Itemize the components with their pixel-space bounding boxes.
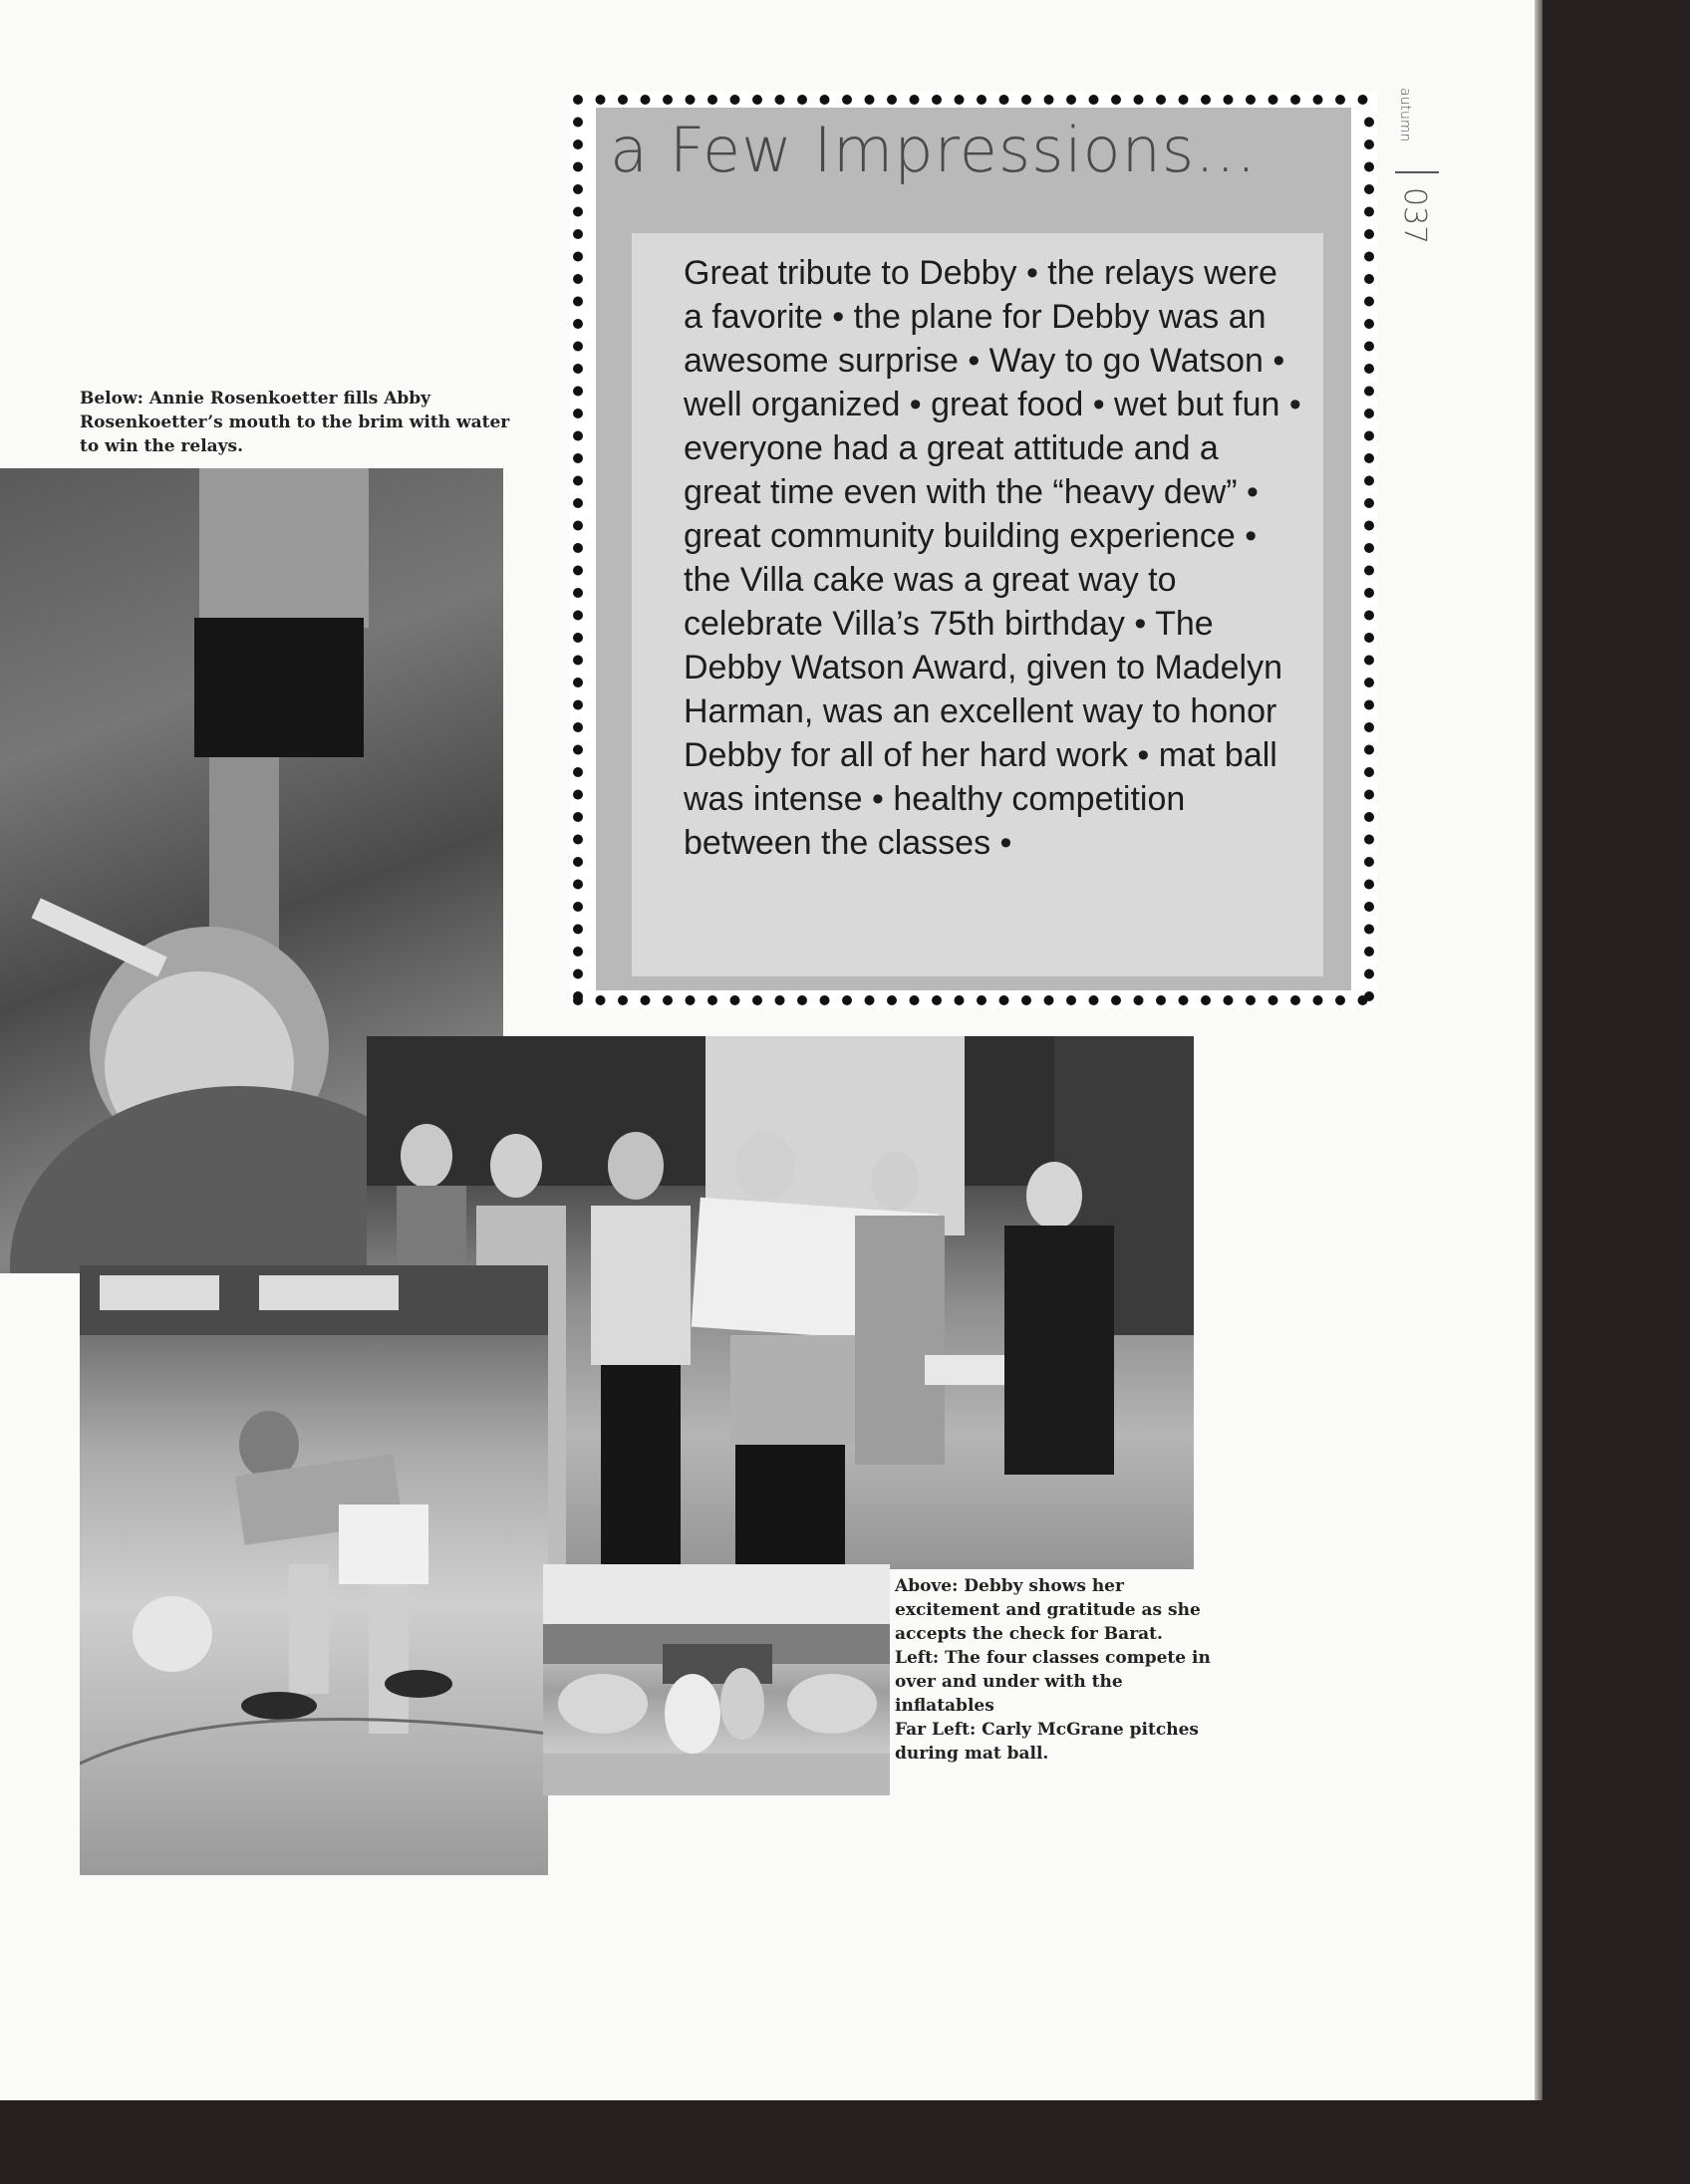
- border-dot: [1364, 969, 1374, 979]
- border-dot: [573, 498, 583, 508]
- photo-inflatables-art: [543, 1564, 890, 1795]
- border-dot: [1364, 745, 1374, 755]
- border-dot: [573, 184, 583, 194]
- border-dot: [775, 95, 785, 105]
- border-dot: [797, 995, 807, 1005]
- border-dot: [573, 767, 583, 777]
- border-dot: [1364, 498, 1374, 508]
- border-dot: [1364, 835, 1374, 845]
- border-dot: [1156, 95, 1166, 105]
- border-dot: [955, 95, 965, 105]
- border-dot: [1364, 566, 1374, 576]
- border-dot: [1364, 656, 1374, 666]
- bottom-binding: [0, 2100, 1690, 2184]
- border-dot: [887, 995, 897, 1005]
- border-dot: [1224, 95, 1234, 105]
- border-dot: [573, 387, 583, 397]
- border-dot: [730, 995, 740, 1005]
- border-dot: [573, 453, 583, 463]
- border-dot: [1224, 995, 1234, 1005]
- border-dot: [752, 95, 762, 105]
- border-dot: [1156, 995, 1166, 1005]
- border-dot: [663, 995, 673, 1005]
- border-dot: [1364, 476, 1374, 486]
- border-dot: [573, 700, 583, 710]
- border-dot: [1364, 252, 1374, 262]
- border-dot: [910, 995, 920, 1005]
- border-dot: [1364, 139, 1374, 149]
- border-dot: [618, 95, 628, 105]
- page-section: autumn: [1397, 88, 1413, 142]
- border-dot: [1111, 95, 1121, 105]
- photo-matball: [80, 1265, 548, 1875]
- border-dot: [1089, 95, 1099, 105]
- border-dot: [1364, 297, 1374, 307]
- border-dot: [1089, 995, 1099, 1005]
- border-dot: [1364, 364, 1374, 374]
- border-dot: [573, 521, 583, 531]
- border-dot: [1179, 95, 1189, 105]
- border-dot: [1364, 229, 1374, 239]
- border-dot: [641, 95, 651, 105]
- border-dot: [1364, 319, 1374, 329]
- border-dot: [1290, 95, 1300, 105]
- border-dot: [707, 995, 717, 1005]
- border-dot: [1364, 611, 1374, 621]
- border-dot: [1364, 409, 1374, 418]
- page-label-divider: [1395, 171, 1439, 173]
- border-dot: [1290, 995, 1300, 1005]
- border-dot: [1364, 543, 1374, 553]
- border-dot: [1364, 162, 1374, 172]
- caption-group: [895, 1574, 1224, 1766]
- border-dot: [1364, 947, 1374, 956]
- border-dot: [1364, 722, 1374, 732]
- border-dot: [820, 995, 830, 1005]
- border-dot: [1134, 995, 1144, 1005]
- border-dot: [752, 995, 762, 1005]
- border-dot: [1364, 678, 1374, 687]
- border-dot: [932, 95, 942, 105]
- border-dot: [1364, 184, 1374, 194]
- border-dot: [887, 95, 897, 105]
- border-dot: [1364, 453, 1374, 463]
- border-dot: [573, 566, 583, 576]
- border-dot: [573, 722, 583, 732]
- border-dot: [730, 95, 740, 105]
- border-dot: [707, 95, 717, 105]
- caption-far-left: Far Left: Carly McGrane pitches during mat ball.: [895, 1720, 1199, 1764]
- border-dot: [977, 95, 986, 105]
- border-dot: [842, 95, 852, 105]
- border-dot: [1364, 902, 1374, 912]
- border-dot: [573, 476, 583, 486]
- border-dot: [1044, 995, 1054, 1005]
- border-dot: [573, 611, 583, 621]
- page-number: 037: [1397, 187, 1432, 245]
- border-dot: [1335, 95, 1345, 105]
- border-dot: [1201, 995, 1211, 1005]
- border-dot: [641, 995, 651, 1005]
- border-dot: [573, 207, 583, 217]
- border-dot: [842, 995, 852, 1005]
- border-dot: [573, 969, 583, 979]
- border-dot: [910, 95, 920, 105]
- border-dot: [573, 297, 583, 307]
- border-dot: [663, 95, 673, 105]
- border-dot: [573, 633, 583, 643]
- border-dot: [573, 409, 583, 418]
- border-dot: [1364, 118, 1374, 128]
- border-dot: [775, 995, 785, 1005]
- border-dot: [573, 902, 583, 912]
- border-dot: [573, 588, 583, 598]
- border-dot: [1364, 790, 1374, 800]
- impressions-title: a Few Impressions...: [610, 114, 1258, 186]
- border-dot: [1021, 995, 1031, 1005]
- border-dot: [1364, 767, 1374, 777]
- border-dot: [955, 995, 965, 1005]
- border-dot: [1179, 995, 1189, 1005]
- border-dot: [573, 790, 583, 800]
- border-dot: [797, 95, 807, 105]
- border-dot: [686, 95, 696, 105]
- border-dot: [573, 162, 583, 172]
- border-dot: [1364, 342, 1374, 352]
- border-dot: [1364, 633, 1374, 643]
- border-dot: [573, 431, 583, 441]
- border-dot: [1364, 700, 1374, 710]
- border-dot: [1021, 95, 1031, 105]
- photo-inflatables: [543, 1564, 890, 1795]
- border-dot: [596, 995, 606, 1005]
- border-dot: [596, 95, 606, 105]
- border-dot: [820, 95, 830, 105]
- border-dot: [1364, 812, 1374, 822]
- border-dot: [865, 95, 875, 105]
- border-dot: [1364, 521, 1374, 531]
- border-dot: [1335, 995, 1345, 1005]
- impressions-box: [570, 92, 1377, 1008]
- photo-matball-art: [80, 1265, 548, 1875]
- border-dot: [1268, 995, 1278, 1005]
- impressions-text: Great tribute to Debby • the relays were a favorite • the plane for Debby was an awesome surprise • Way to go Watson • well organized • great food • wet but fun • everyone had a great attitude and a great time even with the “heavy dew” • great community building experience • the Villa cake was a great way to celebrate Villa’s 75th birthday • The Debby Watson Award, given to Madelyn Harman, was an excellent way to honor Debby for all of her hard work • mat ball was intense • healthy competition between the classes •: [684, 254, 1301, 862]
- page-label: [1395, 88, 1439, 267]
- border-dot: [573, 342, 583, 352]
- border-dot: [1044, 95, 1054, 105]
- border-dot: [1364, 991, 1374, 1001]
- border-dot: [573, 274, 583, 284]
- border-dot: [573, 543, 583, 553]
- border-dot: [573, 252, 583, 262]
- border-dot: [573, 880, 583, 890]
- border-dot: [573, 95, 583, 105]
- border-dot: [1246, 995, 1256, 1005]
- border-dot: [1066, 995, 1076, 1005]
- border-dot: [999, 995, 1009, 1005]
- book-binding: [1543, 0, 1690, 2184]
- border-dot: [573, 835, 583, 845]
- border-dot: [686, 995, 696, 1005]
- border-dot: [573, 947, 583, 956]
- border-dot: [573, 118, 583, 128]
- border-dot: [1364, 925, 1374, 935]
- border-dot: [573, 745, 583, 755]
- border-dot: [1364, 431, 1374, 441]
- border-dot: [1066, 95, 1076, 105]
- border-dot: [1313, 95, 1323, 105]
- border-dot: [573, 857, 583, 867]
- border-dot: [1134, 95, 1144, 105]
- border-dot: [1364, 880, 1374, 890]
- border-dot: [1358, 95, 1368, 105]
- border-dot: [1364, 387, 1374, 397]
- caption-above: Above: Debby shows her excitement and gratitude as she accepts the check for Barat.: [895, 1576, 1201, 1644]
- border-dot: [865, 995, 875, 1005]
- border-dot: [618, 995, 628, 1005]
- border-dot: [1201, 95, 1211, 105]
- border-dot: [573, 319, 583, 329]
- border-dot: [1268, 95, 1278, 105]
- border-dot: [1246, 95, 1256, 105]
- border-dot: [573, 139, 583, 149]
- border-dot: [1364, 857, 1374, 867]
- border-dot: [977, 995, 986, 1005]
- caption-relay: Below: Annie Rosenkoetter fills Abby Rosenkoetter’s mouth to the brim with water to win the relays.: [80, 389, 510, 456]
- border-dot: [1364, 588, 1374, 598]
- border-dot: [573, 925, 583, 935]
- border-dot: [573, 812, 583, 822]
- border-dot: [573, 364, 583, 374]
- border-dot: [999, 95, 1009, 105]
- border-dot: [1313, 995, 1323, 1005]
- border-dot: [573, 656, 583, 666]
- border-dot: [573, 678, 583, 687]
- border-dot: [1364, 207, 1374, 217]
- border-dot: [932, 995, 942, 1005]
- border-dot: [1111, 995, 1121, 1005]
- border-dot: [1364, 274, 1374, 284]
- border-dot: [573, 991, 583, 1001]
- caption-left: Left: The four classes compete in over and under with the inflatables: [895, 1648, 1211, 1716]
- border-dot: [573, 229, 583, 239]
